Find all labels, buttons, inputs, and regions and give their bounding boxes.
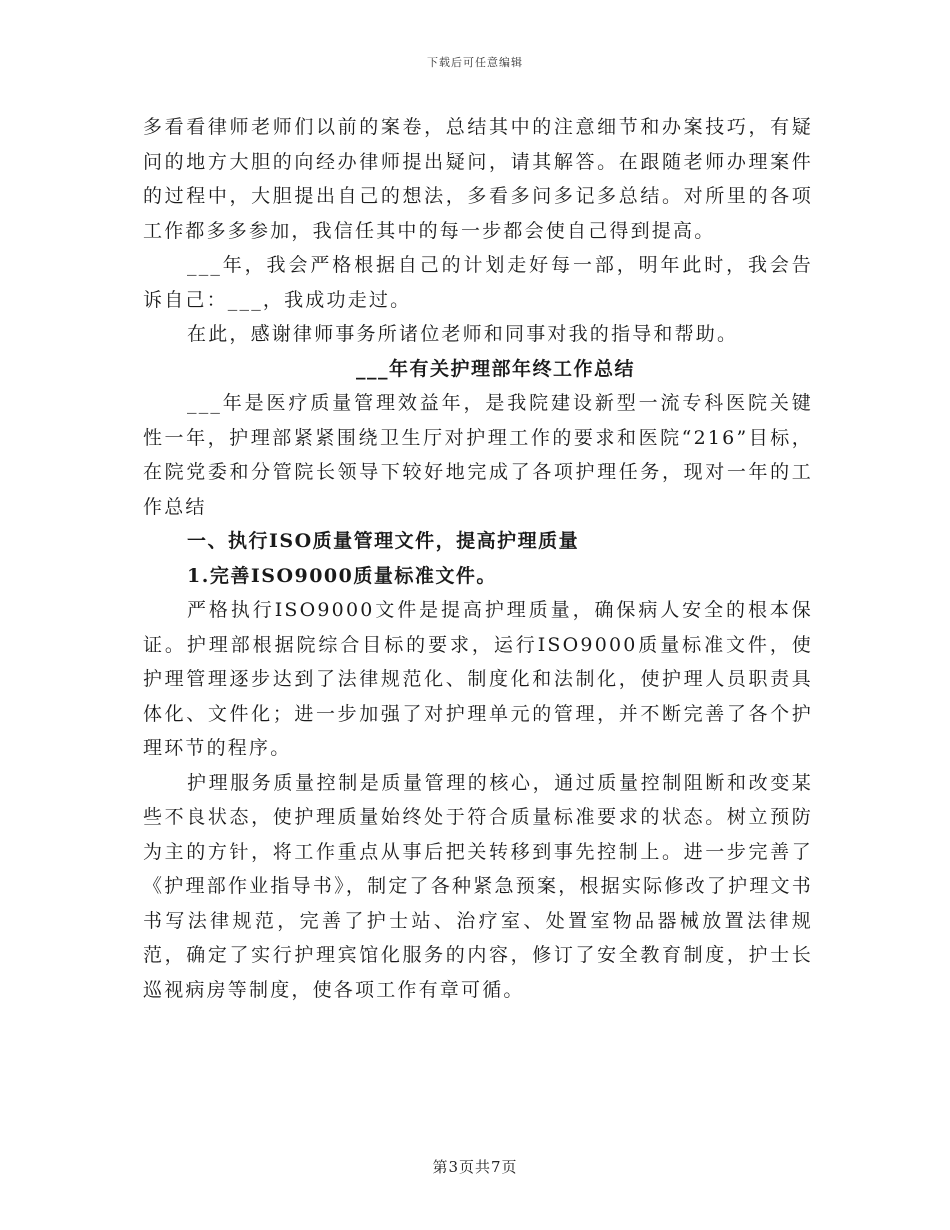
page-header-note: 下载后可任意编辑 <box>427 56 523 69</box>
subsection-heading: 1.完善ISO9000质量标准文件。 <box>187 564 497 587</box>
paragraph-plan: ___年，我会严格根据自己的计划走好每一部，明年此时，我会告诉自己：___，我成功走过。 <box>143 254 813 311</box>
paragraph-thanks: 在此，感谢律师事务所诸位老师和同事对我的指导和帮助。 <box>187 323 739 345</box>
page-number: 第3页共7页 <box>432 1158 518 1176</box>
document-body <box>143 110 813 1007</box>
paragraph-intro: ___年是医疗质量管理效益年，是我院建设新型一流专科医院关键性一年，护理部紧紧围绕卫生厅对护理工作的要求和医院“216”目标，在院党委和分管院长领导下较好地完成了各项护理任务，现对一年的工作总结 <box>143 392 813 518</box>
paragraph-continuation: 多看看律师老师们以前的案卷，总结其中的注意细节和办案技巧，有疑问的地方大胆的向经办律师提出疑问，请其解答。在跟随老师办理案件的过程中，大胆提出自己的想法，多看多问多记多总结。对所里的各项工作都多多参加，我信任其中的每一步都会使自己得到提高。 <box>143 116 813 242</box>
paragraph-quality-control: 护理服务质量控制是质量管理的核心，通过质量控制阻断和改变某些不良状态，使护理质量始终处于符合质量标准要求的状态。树立预防为主的方针，将工作重点从事后把关转移到事先控制上。进一步完善了《护理部作业指导书》，制定了各种紧急预案，根据实际修改了护理文书书写法律规范，完善了护士站、治疗室、处置室物品器械放置法律规范，确定了实行护理宾馆化服务的内容，修订了安全教育制度，护士长巡视病房等制度，使各项工作有章可循。 <box>143 771 813 1001</box>
paragraph-iso: 严格执行ISO9000文件是提高护理质量，确保病人安全的根本保证。护理部根据院综合目标的要求，运行ISO9000质量标准文件，使护理管理逐步达到了法律规范化、制度化和法制化，使护理人员职责具体化、文件化；进一步加强了对护理单元的管理，并不断完善了各个护理环节的程序。 <box>143 599 813 759</box>
section-heading: 一、执行ISO质量管理文件，提高护理质量 <box>187 530 580 552</box>
document-title: ___年有关护理部年终工作总结 <box>356 357 636 380</box>
